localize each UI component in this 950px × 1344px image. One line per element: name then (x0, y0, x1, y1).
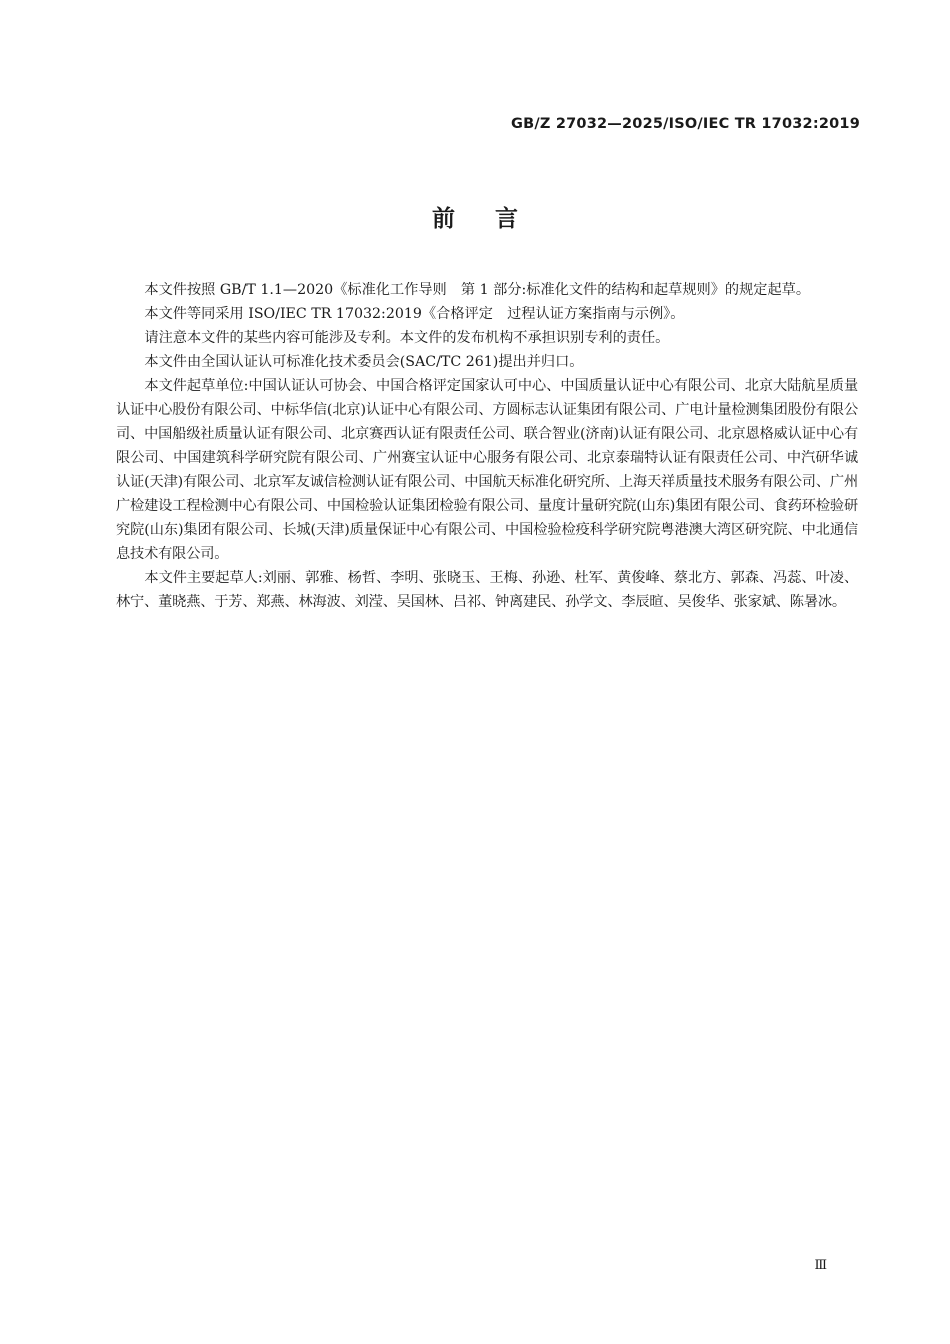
paragraph-committee: 本文件由全国认证认可标准化技术委员会(SAC/TC 261)提出并归口。 (144, 354, 584, 370)
paragraph-adoption: 本文件等同采用 ISO/IEC TR 17032:2019《合格评定 过程认证方案指南与示例》。 (144, 306, 685, 322)
paragraph-drafters: 本文件主要起草人:刘丽、郭雅、杨哲、李明、张晓玉、王梅、孙逊、杜军、黄俊峰、蔡北方、郭森、冯蕊、叶凌、林宁、董晓燕、于芳、郑燕、林海波、刘滢、吴国林、吕祁、钟离建民、孙学文、李辰暄、吴俊华、张家斌、陈暑冰。 (116, 570, 858, 610)
paragraph-drafting-units: 本文件起草单位:中国认证认可协会、中国合格评定国家认可中心、中国质量认证中心有限公司、北京大陆航星质量认证中心股份有限公司、中标华信(北京)认证中心有限公司、方圆标志认证集团有限公司、广电计量检测集团股份有限公司、中国船级社质量认证有限公司、北京赛西认证有限责任公司、联合智业(济南)认证有限公司、北京恩格威认证中心有限公司、中国建筑科学研究院有限公司、广州赛宝认证中心服务有限公司、北京泰瑞特认证有限责任公司、中汽研华诚认证(天津)有限公司、北京军友诚信检测认证有限公司、中国航天标准化研究所、上海天祥质量技术服务有限公司、广州广检建设工程检测中心有限公司、中国检验认证集团检验有限公司、量度计量研究院(山东)集团有限公司、食药环检验研究院(山东)集团有限公司、长城(天津)质量保证中心有限公司、中国检验检疫科学研究院粤港澳大湾区研究院、中北通信息技术有限公司。 (116, 378, 858, 562)
paragraph-patent-notice: 请注意本文件的某些内容可能涉及专利。本文件的发布机构不承担识别专利的责任。 (144, 330, 670, 346)
standard-code-header: GB/Z 27032—2025/ISO/IEC TR 17032:2019 (511, 116, 860, 132)
foreword-body (116, 278, 858, 614)
page-number: Ⅲ (814, 1258, 826, 1273)
page-title: 前言 (432, 206, 558, 232)
paragraph-drafting-rules: 本文件按照 GB/T 1.1—2020《标准化工作导则 第 1 部分:标准化文件的结构和起草规则》的规定起草。 (144, 282, 811, 298)
